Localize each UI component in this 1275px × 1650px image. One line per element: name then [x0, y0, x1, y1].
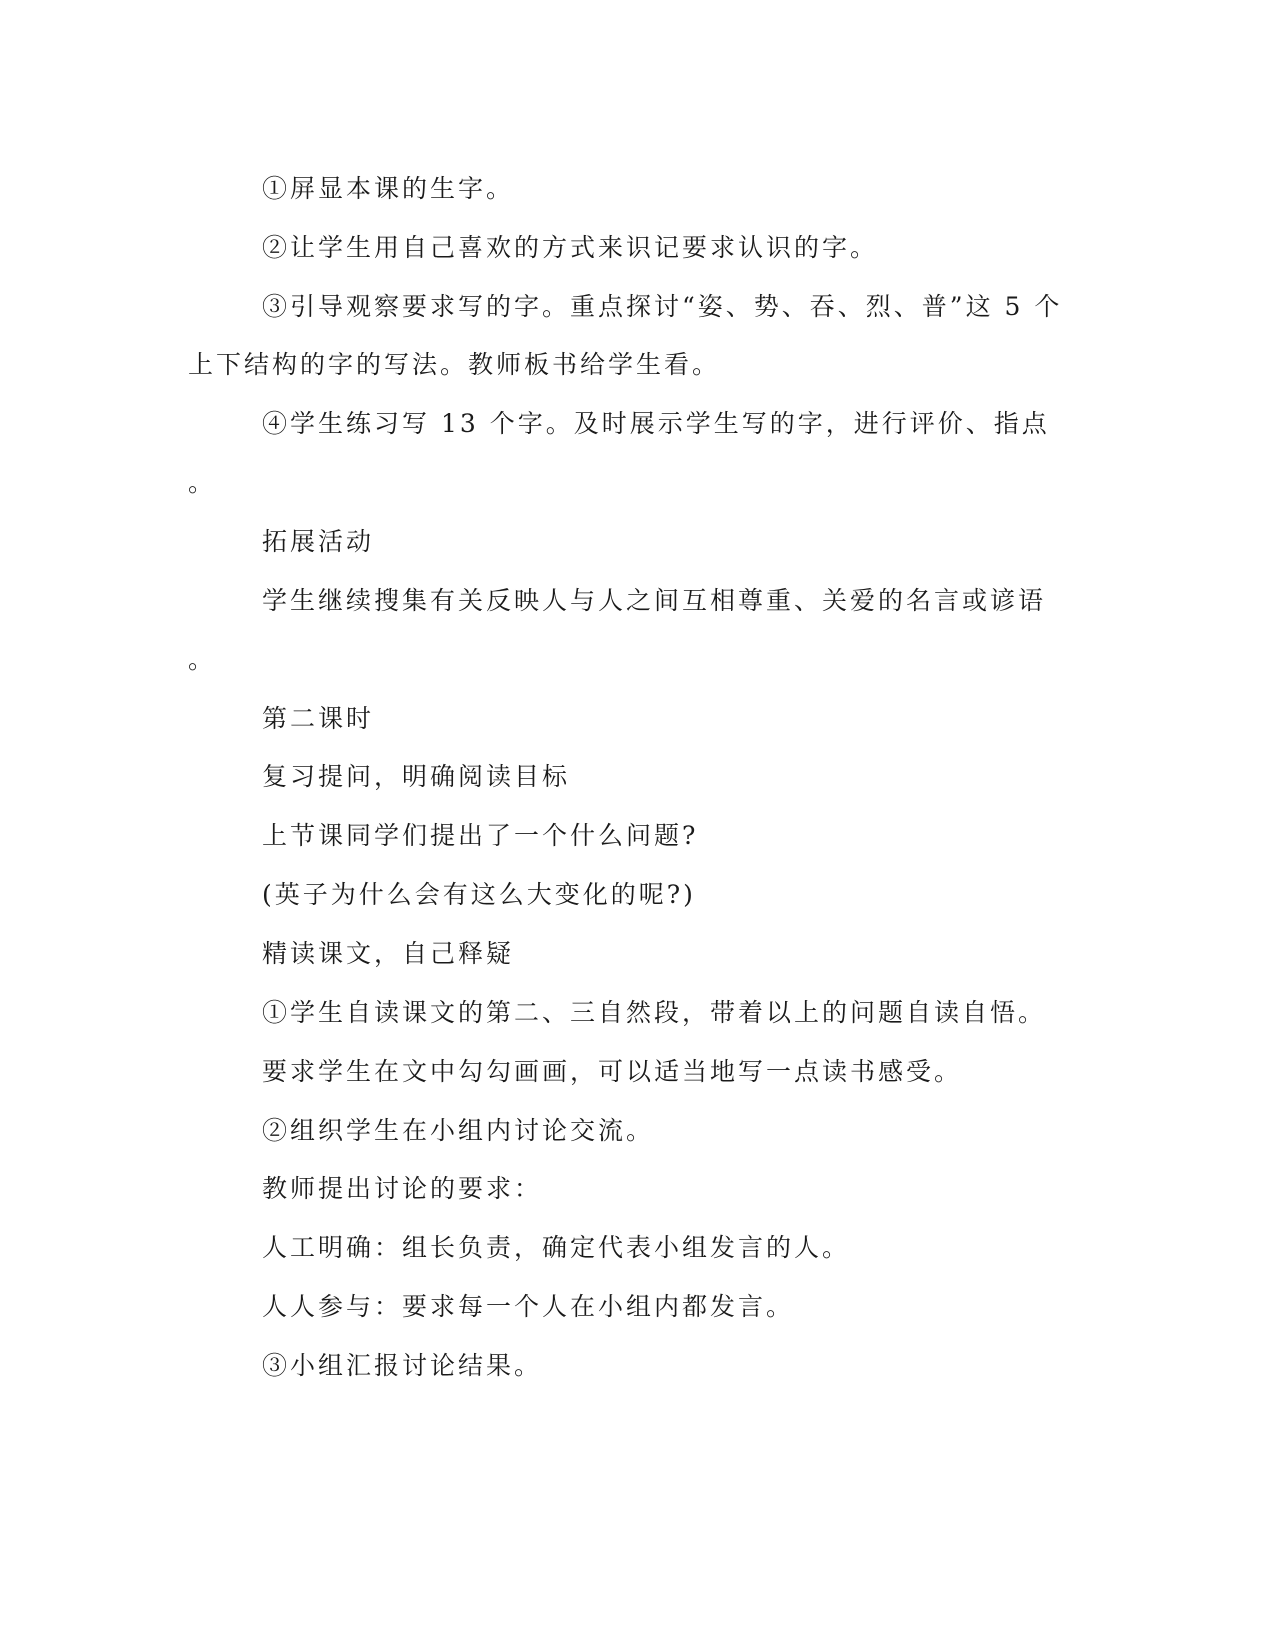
- text-line: ③小组汇报讨论结果。: [262, 1351, 543, 1380]
- section-heading: 拓展活动: [262, 527, 375, 556]
- text-line: 要求学生在文中勾勾画画，可以适当地写一点读书感受。: [262, 1057, 963, 1086]
- text-line: 人人参与：要求每一个人在小组内都发言。: [262, 1292, 795, 1321]
- text-line: 人工明确：组长负责，确定代表小组发言的人。: [262, 1233, 851, 1262]
- text-line: 教师提出讨论的要求：: [262, 1174, 543, 1203]
- text-line: 。: [188, 468, 217, 497]
- text-line: ③引导观察要求写的字。重点探讨“姿、势、吞、烈、普”这 5 个: [262, 292, 1063, 321]
- text-line: ①学生自读课文的第二、三自然段，带着以上的问题自读自悟。: [262, 998, 1047, 1027]
- text-line: ①屏显本课的生字。: [262, 174, 515, 203]
- text-line: ④学生练习写 13 个字。及时展示学生写的字，进行评价、指点: [262, 409, 1050, 438]
- text-line: 上节课同学们提出了一个什么问题?: [262, 821, 699, 850]
- text-line: ②让学生用自己喜欢的方式来识记要求认识的字。: [262, 233, 879, 262]
- section-heading: 第二课时: [262, 704, 375, 733]
- section-heading: 复习提问，明确阅读目标: [262, 762, 571, 791]
- text-line: 学生继续搜集有关反映人与人之间互相尊重、关爱的名言或谚语: [262, 586, 1047, 615]
- text-line: ②组织学生在小组内讨论交流。: [262, 1116, 655, 1145]
- text-line: (英子为什么会有这么大变化的呢?): [262, 880, 696, 909]
- section-heading: 精读课文，自己释疑: [262, 939, 515, 968]
- text-line: 上下结构的字的写法。教师板书给学生看。: [188, 350, 721, 379]
- text-line: 。: [188, 645, 217, 674]
